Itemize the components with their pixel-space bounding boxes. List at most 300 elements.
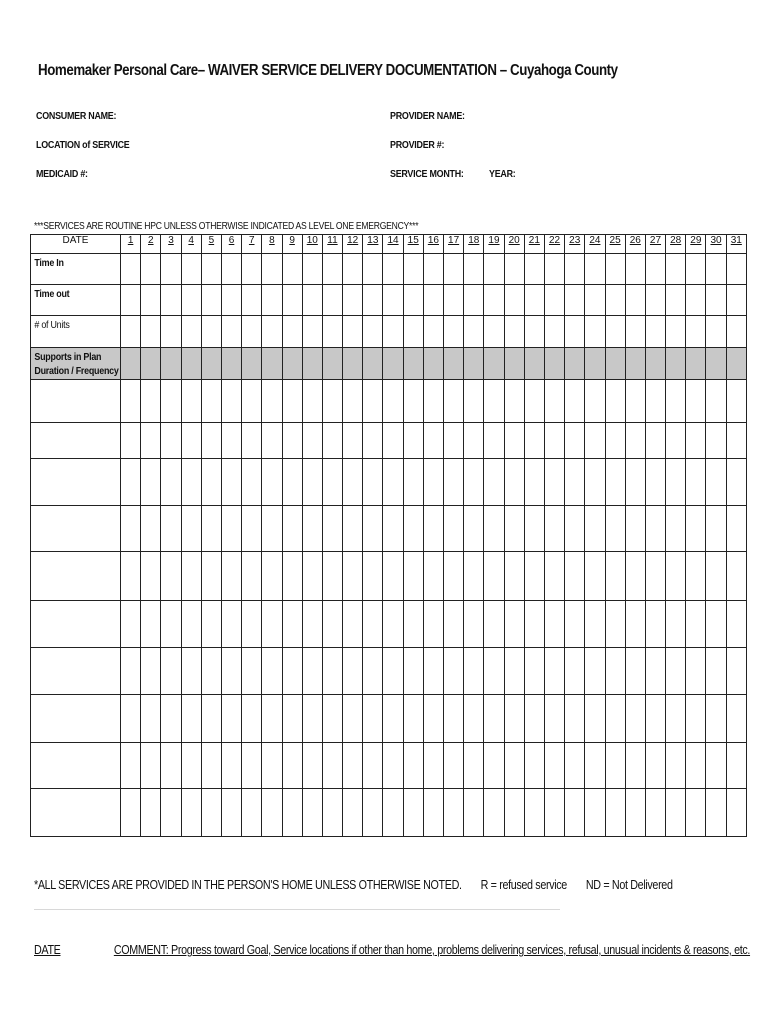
support-day-14[interactable]: [383, 695, 403, 743]
support-day-29[interactable]: [686, 459, 706, 506]
time-in-day-14[interactable]: [383, 254, 403, 285]
support-day-30[interactable]: [706, 459, 726, 506]
time-in-day-2[interactable]: [141, 254, 161, 285]
support-day-13[interactable]: [363, 380, 383, 423]
support-day-28[interactable]: [666, 789, 686, 837]
support-name-cell[interactable]: [31, 423, 121, 459]
support-name-cell[interactable]: [31, 380, 121, 423]
time-in-day-25[interactable]: [605, 254, 625, 285]
support-day-29[interactable]: [686, 552, 706, 601]
support-day-31[interactable]: [726, 695, 746, 743]
supports-day-3[interactable]: [161, 348, 181, 380]
support-day-21[interactable]: [524, 601, 544, 648]
support-day-5[interactable]: [201, 506, 221, 552]
support-day-28[interactable]: [666, 552, 686, 601]
time-out-day-20[interactable]: [504, 285, 524, 316]
support-day-3[interactable]: [161, 648, 181, 695]
support-day-29[interactable]: [686, 789, 706, 837]
support-day-9[interactable]: [282, 648, 302, 695]
support-day-22[interactable]: [544, 601, 564, 648]
support-day-22[interactable]: [544, 380, 564, 423]
support-day-2[interactable]: [141, 423, 161, 459]
support-day-27[interactable]: [645, 695, 665, 743]
support-day-3[interactable]: [161, 423, 181, 459]
support-day-9[interactable]: [282, 601, 302, 648]
support-day-1[interactable]: [121, 789, 141, 837]
support-day-2[interactable]: [141, 695, 161, 743]
support-day-18[interactable]: [464, 506, 484, 552]
support-day-19[interactable]: [484, 743, 504, 789]
time-in-day-13[interactable]: [363, 254, 383, 285]
time-in-day-3[interactable]: [161, 254, 181, 285]
units-day-26[interactable]: [625, 316, 645, 348]
units-day-17[interactable]: [444, 316, 464, 348]
units-day-18[interactable]: [464, 316, 484, 348]
support-day-25[interactable]: [605, 789, 625, 837]
support-day-26[interactable]: [625, 506, 645, 552]
units-day-12[interactable]: [343, 316, 363, 348]
support-day-15[interactable]: [403, 743, 423, 789]
support-day-17[interactable]: [444, 459, 464, 506]
support-day-28[interactable]: [666, 743, 686, 789]
time-in-day-27[interactable]: [645, 254, 665, 285]
support-day-13[interactable]: [363, 743, 383, 789]
support-day-11[interactable]: [322, 552, 342, 601]
support-day-7[interactable]: [242, 380, 262, 423]
support-day-22[interactable]: [544, 423, 564, 459]
support-day-24[interactable]: [585, 459, 605, 506]
support-day-24[interactable]: [585, 743, 605, 789]
support-day-17[interactable]: [444, 789, 464, 837]
support-day-11[interactable]: [322, 789, 342, 837]
support-day-10[interactable]: [302, 506, 322, 552]
support-day-17[interactable]: [444, 506, 464, 552]
supports-day-25[interactable]: [605, 348, 625, 380]
support-day-3[interactable]: [161, 601, 181, 648]
support-day-31[interactable]: [726, 506, 746, 552]
support-day-11[interactable]: [322, 459, 342, 506]
support-day-11[interactable]: [322, 506, 342, 552]
support-day-5[interactable]: [201, 459, 221, 506]
support-day-17[interactable]: [444, 648, 464, 695]
support-day-20[interactable]: [504, 648, 524, 695]
support-day-3[interactable]: [161, 552, 181, 601]
supports-day-26[interactable]: [625, 348, 645, 380]
support-day-26[interactable]: [625, 789, 645, 837]
units-day-2[interactable]: [141, 316, 161, 348]
support-day-7[interactable]: [242, 695, 262, 743]
support-day-7[interactable]: [242, 601, 262, 648]
support-day-24[interactable]: [585, 695, 605, 743]
support-day-19[interactable]: [484, 601, 504, 648]
support-day-16[interactable]: [423, 789, 443, 837]
support-day-15[interactable]: [403, 695, 423, 743]
support-day-7[interactable]: [242, 506, 262, 552]
support-day-21[interactable]: [524, 380, 544, 423]
support-name-cell[interactable]: [31, 601, 121, 648]
support-day-15[interactable]: [403, 552, 423, 601]
support-day-5[interactable]: [201, 648, 221, 695]
time-out-day-28[interactable]: [666, 285, 686, 316]
support-day-5[interactable]: [201, 380, 221, 423]
support-day-5[interactable]: [201, 552, 221, 601]
support-day-16[interactable]: [423, 459, 443, 506]
support-day-21[interactable]: [524, 506, 544, 552]
support-day-21[interactable]: [524, 459, 544, 506]
time-out-day-26[interactable]: [625, 285, 645, 316]
support-day-24[interactable]: [585, 506, 605, 552]
support-day-14[interactable]: [383, 552, 403, 601]
support-day-20[interactable]: [504, 789, 524, 837]
support-day-28[interactable]: [666, 506, 686, 552]
support-day-25[interactable]: [605, 506, 625, 552]
support-day-25[interactable]: [605, 601, 625, 648]
support-day-23[interactable]: [565, 601, 585, 648]
support-day-20[interactable]: [504, 380, 524, 423]
support-day-21[interactable]: [524, 648, 544, 695]
support-day-26[interactable]: [625, 743, 645, 789]
support-day-20[interactable]: [504, 423, 524, 459]
supports-day-23[interactable]: [565, 348, 585, 380]
support-day-2[interactable]: [141, 743, 161, 789]
support-day-24[interactable]: [585, 552, 605, 601]
support-day-6[interactable]: [221, 743, 241, 789]
support-day-12[interactable]: [343, 789, 363, 837]
supports-day-16[interactable]: [423, 348, 443, 380]
support-day-2[interactable]: [141, 506, 161, 552]
support-day-4[interactable]: [181, 380, 201, 423]
support-day-10[interactable]: [302, 459, 322, 506]
support-day-14[interactable]: [383, 423, 403, 459]
support-name-cell[interactable]: [31, 648, 121, 695]
support-day-8[interactable]: [262, 423, 282, 459]
units-day-24[interactable]: [585, 316, 605, 348]
support-day-9[interactable]: [282, 552, 302, 601]
support-day-23[interactable]: [565, 552, 585, 601]
support-day-27[interactable]: [645, 601, 665, 648]
support-day-8[interactable]: [262, 648, 282, 695]
support-day-29[interactable]: [686, 743, 706, 789]
support-day-4[interactable]: [181, 648, 201, 695]
support-day-18[interactable]: [464, 459, 484, 506]
support-day-3[interactable]: [161, 695, 181, 743]
units-day-27[interactable]: [645, 316, 665, 348]
support-day-26[interactable]: [625, 552, 645, 601]
support-day-26[interactable]: [625, 695, 645, 743]
support-day-9[interactable]: [282, 423, 302, 459]
support-day-16[interactable]: [423, 743, 443, 789]
support-day-4[interactable]: [181, 743, 201, 789]
support-day-7[interactable]: [242, 743, 262, 789]
time-out-day-18[interactable]: [464, 285, 484, 316]
support-day-10[interactable]: [302, 648, 322, 695]
support-day-30[interactable]: [706, 423, 726, 459]
support-day-18[interactable]: [464, 743, 484, 789]
support-day-25[interactable]: [605, 423, 625, 459]
support-day-14[interactable]: [383, 743, 403, 789]
support-day-5[interactable]: [201, 695, 221, 743]
support-day-11[interactable]: [322, 380, 342, 423]
support-name-cell[interactable]: [31, 743, 121, 789]
support-day-25[interactable]: [605, 648, 625, 695]
support-day-16[interactable]: [423, 552, 443, 601]
units-day-30[interactable]: [706, 316, 726, 348]
support-day-1[interactable]: [121, 459, 141, 506]
support-day-20[interactable]: [504, 695, 524, 743]
support-day-1[interactable]: [121, 380, 141, 423]
support-day-8[interactable]: [262, 695, 282, 743]
support-day-24[interactable]: [585, 423, 605, 459]
supports-day-15[interactable]: [403, 348, 423, 380]
support-day-11[interactable]: [322, 423, 342, 459]
supports-day-11[interactable]: [322, 348, 342, 380]
support-day-5[interactable]: [201, 423, 221, 459]
support-day-28[interactable]: [666, 601, 686, 648]
support-day-13[interactable]: [363, 695, 383, 743]
support-day-9[interactable]: [282, 459, 302, 506]
support-day-2[interactable]: [141, 601, 161, 648]
support-day-8[interactable]: [262, 789, 282, 837]
support-day-1[interactable]: [121, 743, 141, 789]
support-day-30[interactable]: [706, 380, 726, 423]
time-in-day-24[interactable]: [585, 254, 605, 285]
time-in-day-9[interactable]: [282, 254, 302, 285]
support-day-11[interactable]: [322, 601, 342, 648]
time-out-day-1[interactable]: [121, 285, 141, 316]
support-day-8[interactable]: [262, 601, 282, 648]
support-day-22[interactable]: [544, 743, 564, 789]
support-day-23[interactable]: [565, 459, 585, 506]
time-in-day-19[interactable]: [484, 254, 504, 285]
time-in-day-18[interactable]: [464, 254, 484, 285]
units-day-22[interactable]: [544, 316, 564, 348]
support-day-9[interactable]: [282, 789, 302, 837]
support-day-2[interactable]: [141, 459, 161, 506]
support-day-11[interactable]: [322, 648, 342, 695]
support-day-21[interactable]: [524, 695, 544, 743]
support-day-21[interactable]: [524, 423, 544, 459]
units-day-31[interactable]: [726, 316, 746, 348]
time-out-day-21[interactable]: [524, 285, 544, 316]
support-day-6[interactable]: [221, 789, 241, 837]
support-day-15[interactable]: [403, 648, 423, 695]
support-day-3[interactable]: [161, 459, 181, 506]
support-day-3[interactable]: [161, 506, 181, 552]
support-day-4[interactable]: [181, 423, 201, 459]
support-day-17[interactable]: [444, 423, 464, 459]
support-day-29[interactable]: [686, 648, 706, 695]
support-day-2[interactable]: [141, 552, 161, 601]
support-day-31[interactable]: [726, 743, 746, 789]
support-day-27[interactable]: [645, 648, 665, 695]
support-day-29[interactable]: [686, 380, 706, 423]
support-day-16[interactable]: [423, 695, 443, 743]
supports-day-19[interactable]: [484, 348, 504, 380]
units-day-3[interactable]: [161, 316, 181, 348]
support-day-31[interactable]: [726, 601, 746, 648]
support-day-15[interactable]: [403, 380, 423, 423]
support-name-cell[interactable]: [31, 552, 121, 601]
support-day-26[interactable]: [625, 380, 645, 423]
support-day-3[interactable]: [161, 380, 181, 423]
support-day-14[interactable]: [383, 506, 403, 552]
units-day-4[interactable]: [181, 316, 201, 348]
support-day-30[interactable]: [706, 789, 726, 837]
support-day-22[interactable]: [544, 789, 564, 837]
support-day-15[interactable]: [403, 601, 423, 648]
time-out-day-29[interactable]: [686, 285, 706, 316]
support-day-30[interactable]: [706, 601, 726, 648]
time-out-day-19[interactable]: [484, 285, 504, 316]
support-day-1[interactable]: [121, 648, 141, 695]
support-day-18[interactable]: [464, 648, 484, 695]
support-day-14[interactable]: [383, 459, 403, 506]
supports-day-28[interactable]: [666, 348, 686, 380]
support-day-17[interactable]: [444, 601, 464, 648]
units-day-21[interactable]: [524, 316, 544, 348]
support-day-6[interactable]: [221, 695, 241, 743]
supports-day-31[interactable]: [726, 348, 746, 380]
support-day-30[interactable]: [706, 648, 726, 695]
support-day-6[interactable]: [221, 380, 241, 423]
support-day-6[interactable]: [221, 601, 241, 648]
support-day-15[interactable]: [403, 789, 423, 837]
time-out-day-24[interactable]: [585, 285, 605, 316]
support-day-14[interactable]: [383, 380, 403, 423]
time-in-day-20[interactable]: [504, 254, 524, 285]
support-day-26[interactable]: [625, 423, 645, 459]
supports-day-27[interactable]: [645, 348, 665, 380]
support-day-5[interactable]: [201, 743, 221, 789]
support-day-30[interactable]: [706, 552, 726, 601]
support-day-17[interactable]: [444, 380, 464, 423]
support-day-1[interactable]: [121, 552, 141, 601]
support-day-5[interactable]: [201, 789, 221, 837]
time-in-day-12[interactable]: [343, 254, 363, 285]
support-day-28[interactable]: [666, 695, 686, 743]
support-day-15[interactable]: [403, 459, 423, 506]
supports-day-29[interactable]: [686, 348, 706, 380]
support-day-23[interactable]: [565, 789, 585, 837]
time-in-day-7[interactable]: [242, 254, 262, 285]
support-day-24[interactable]: [585, 648, 605, 695]
support-day-16[interactable]: [423, 506, 443, 552]
units-day-7[interactable]: [242, 316, 262, 348]
units-day-19[interactable]: [484, 316, 504, 348]
support-day-7[interactable]: [242, 459, 262, 506]
support-day-25[interactable]: [605, 459, 625, 506]
support-day-1[interactable]: [121, 506, 141, 552]
support-name-cell[interactable]: [31, 506, 121, 552]
support-name-cell[interactable]: [31, 459, 121, 506]
supports-day-4[interactable]: [181, 348, 201, 380]
support-day-22[interactable]: [544, 648, 564, 695]
support-day-7[interactable]: [242, 648, 262, 695]
support-day-4[interactable]: [181, 552, 201, 601]
supports-day-7[interactable]: [242, 348, 262, 380]
time-in-day-30[interactable]: [706, 254, 726, 285]
support-day-14[interactable]: [383, 789, 403, 837]
support-day-27[interactable]: [645, 423, 665, 459]
units-day-1[interactable]: [121, 316, 141, 348]
support-day-21[interactable]: [524, 552, 544, 601]
support-day-25[interactable]: [605, 695, 625, 743]
support-day-19[interactable]: [484, 552, 504, 601]
support-day-25[interactable]: [605, 552, 625, 601]
time-in-day-16[interactable]: [423, 254, 443, 285]
support-day-13[interactable]: [363, 506, 383, 552]
time-in-day-8[interactable]: [262, 254, 282, 285]
support-day-26[interactable]: [625, 648, 645, 695]
support-day-3[interactable]: [161, 743, 181, 789]
support-day-28[interactable]: [666, 380, 686, 423]
support-day-27[interactable]: [645, 459, 665, 506]
time-out-day-3[interactable]: [161, 285, 181, 316]
support-day-19[interactable]: [484, 459, 504, 506]
support-day-20[interactable]: [504, 743, 524, 789]
units-day-23[interactable]: [565, 316, 585, 348]
support-day-13[interactable]: [363, 789, 383, 837]
support-day-8[interactable]: [262, 506, 282, 552]
time-in-day-6[interactable]: [221, 254, 241, 285]
support-day-27[interactable]: [645, 789, 665, 837]
time-out-day-12[interactable]: [343, 285, 363, 316]
support-day-12[interactable]: [343, 423, 363, 459]
units-day-13[interactable]: [363, 316, 383, 348]
support-day-4[interactable]: [181, 601, 201, 648]
support-day-10[interactable]: [302, 423, 322, 459]
units-day-9[interactable]: [282, 316, 302, 348]
support-day-10[interactable]: [302, 743, 322, 789]
support-day-18[interactable]: [464, 380, 484, 423]
units-day-6[interactable]: [221, 316, 241, 348]
support-day-22[interactable]: [544, 459, 564, 506]
support-name-cell[interactable]: [31, 789, 121, 837]
time-in-day-22[interactable]: [544, 254, 564, 285]
support-day-28[interactable]: [666, 648, 686, 695]
support-day-24[interactable]: [585, 601, 605, 648]
support-day-20[interactable]: [504, 601, 524, 648]
time-out-day-4[interactable]: [181, 285, 201, 316]
support-day-24[interactable]: [585, 380, 605, 423]
support-day-22[interactable]: [544, 506, 564, 552]
support-day-17[interactable]: [444, 695, 464, 743]
support-day-31[interactable]: [726, 380, 746, 423]
support-day-12[interactable]: [343, 743, 363, 789]
support-day-19[interactable]: [484, 695, 504, 743]
support-day-8[interactable]: [262, 743, 282, 789]
support-day-16[interactable]: [423, 423, 443, 459]
support-day-29[interactable]: [686, 601, 706, 648]
support-day-6[interactable]: [221, 423, 241, 459]
support-day-28[interactable]: [666, 459, 686, 506]
support-day-11[interactable]: [322, 743, 342, 789]
units-day-5[interactable]: [201, 316, 221, 348]
time-in-day-17[interactable]: [444, 254, 464, 285]
support-day-13[interactable]: [363, 423, 383, 459]
support-day-1[interactable]: [121, 423, 141, 459]
time-out-day-23[interactable]: [565, 285, 585, 316]
support-day-23[interactable]: [565, 695, 585, 743]
support-day-31[interactable]: [726, 648, 746, 695]
support-day-23[interactable]: [565, 648, 585, 695]
support-day-18[interactable]: [464, 552, 484, 601]
support-day-23[interactable]: [565, 380, 585, 423]
time-out-day-13[interactable]: [363, 285, 383, 316]
time-out-day-7[interactable]: [242, 285, 262, 316]
support-day-5[interactable]: [201, 601, 221, 648]
support-day-12[interactable]: [343, 506, 363, 552]
